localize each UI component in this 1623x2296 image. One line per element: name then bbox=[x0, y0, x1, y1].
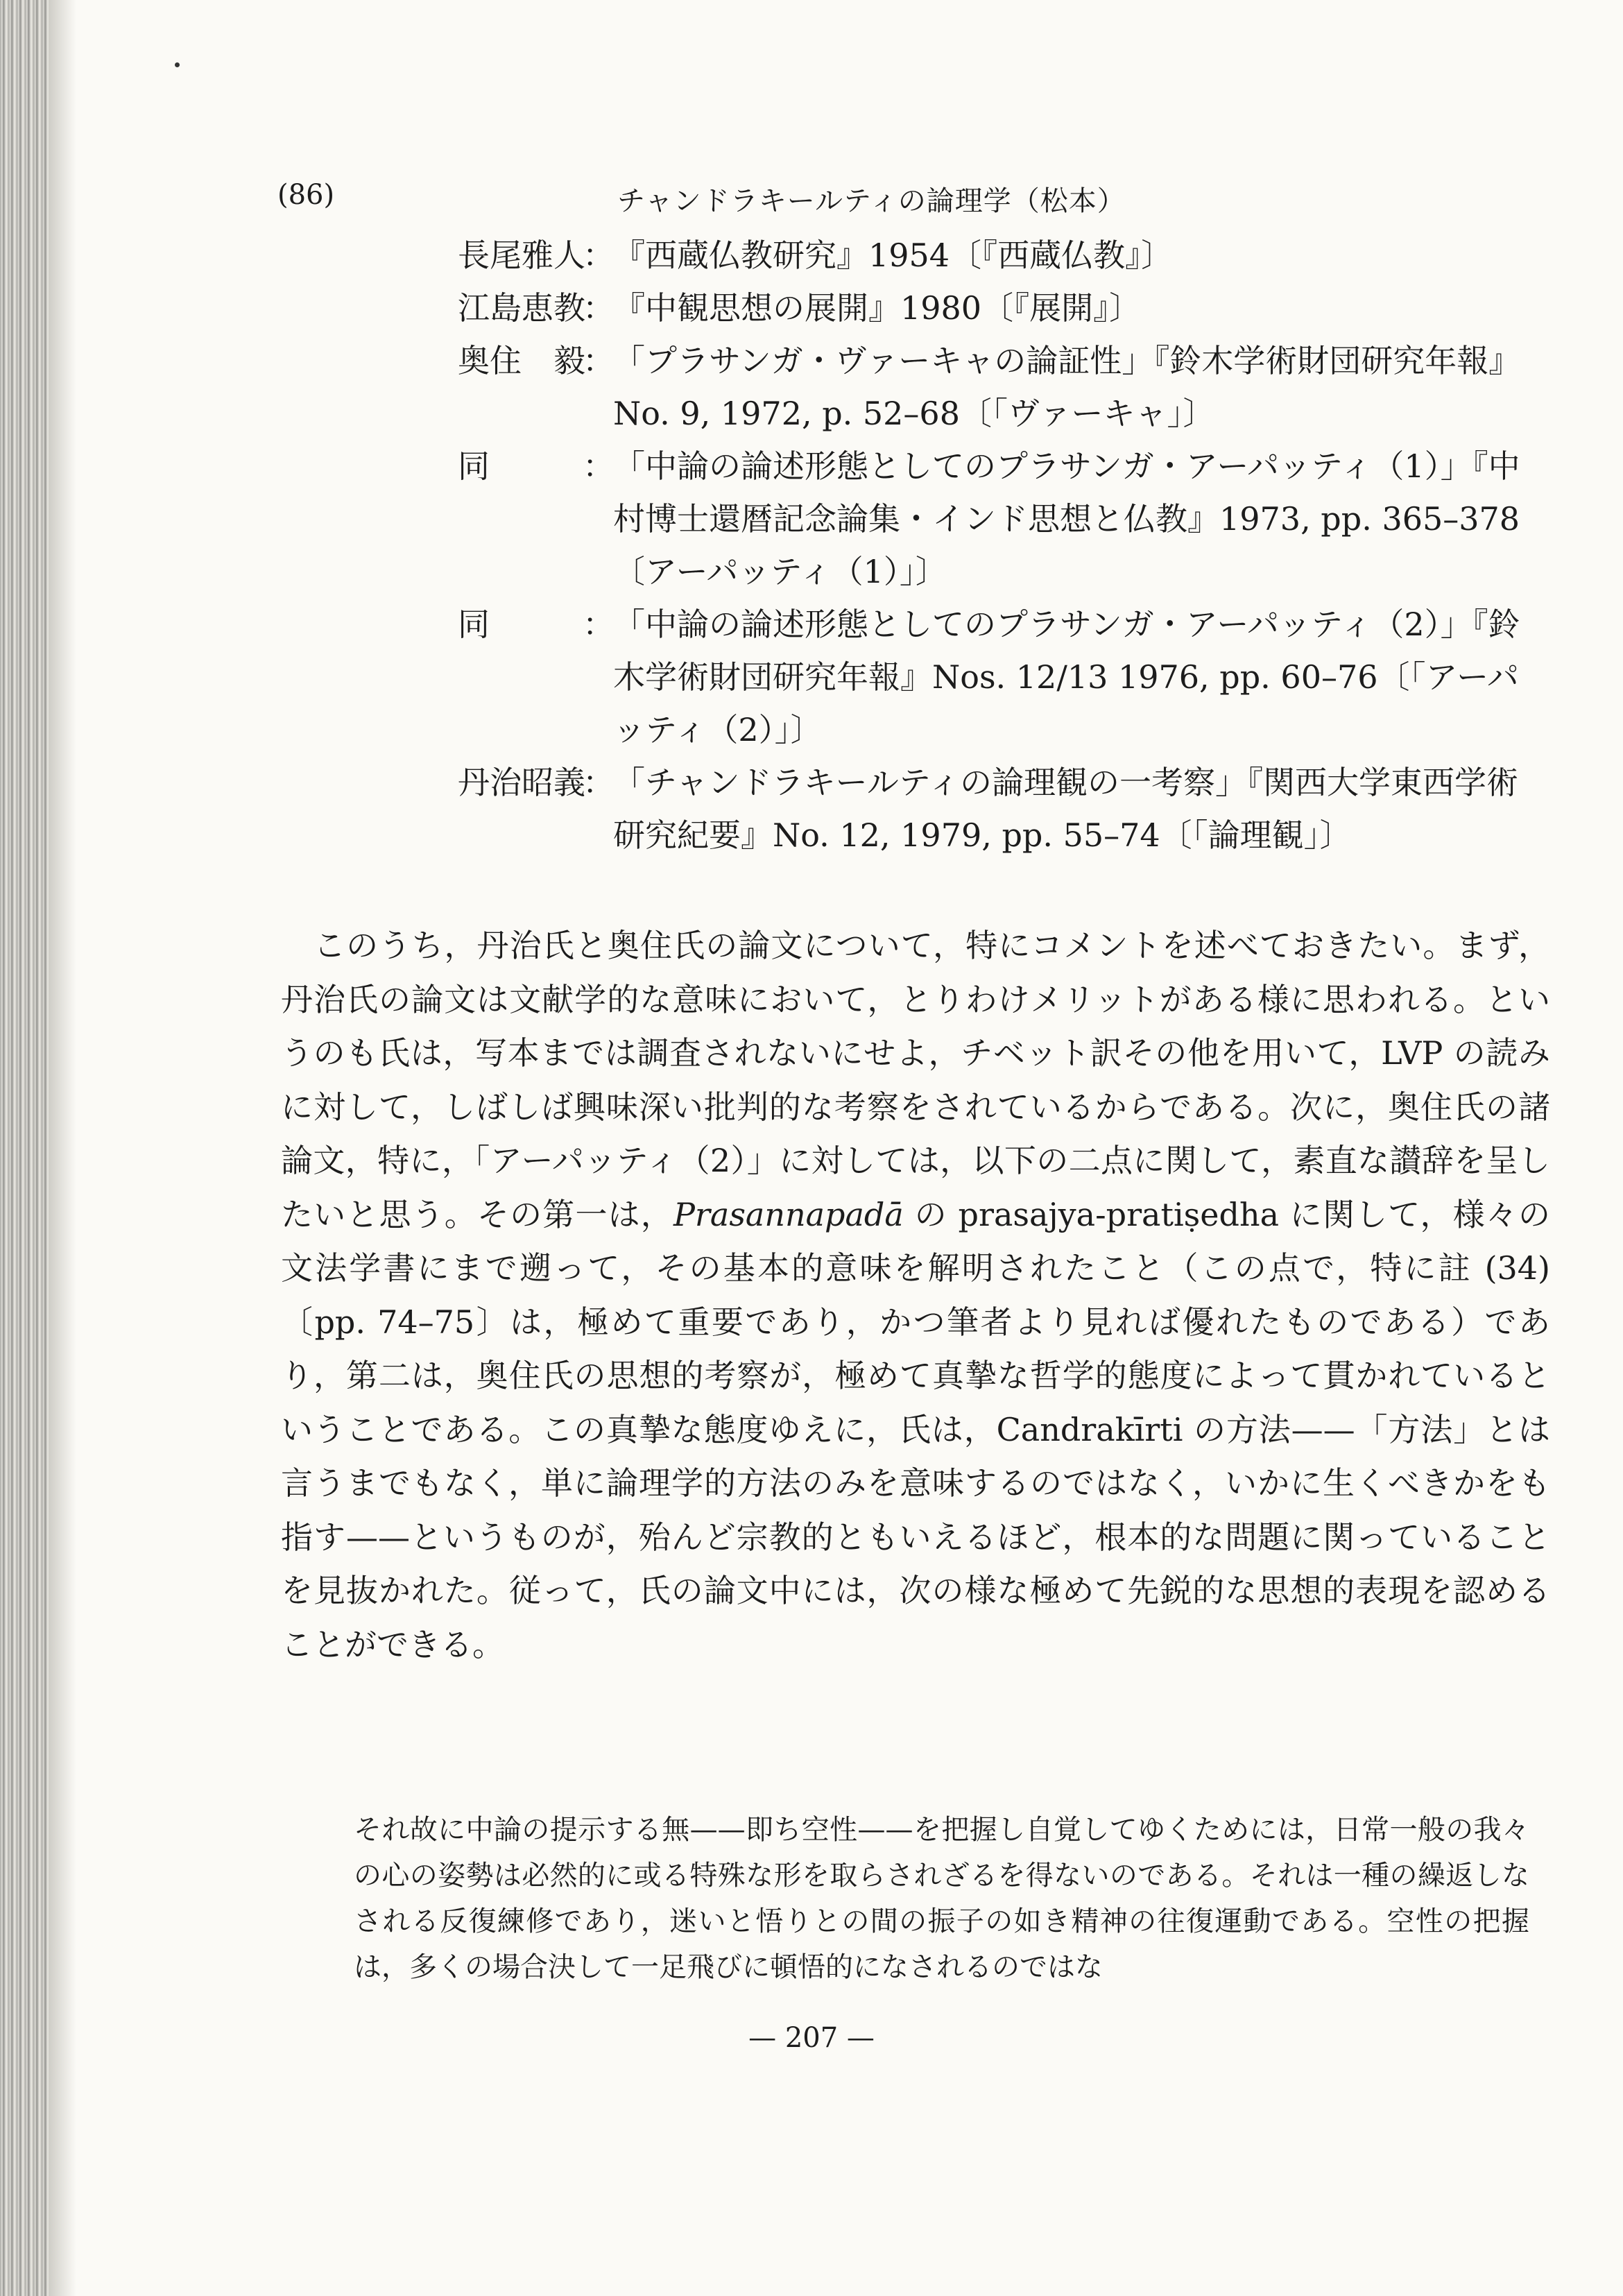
reference-list bbox=[458, 229, 1540, 862]
scan-speck bbox=[175, 62, 180, 67]
reference-colon: ： bbox=[583, 764, 615, 801]
reference-colon: ： bbox=[583, 447, 615, 485]
reference-entry bbox=[458, 598, 1540, 756]
reference-text: 「中論の論述形態としてのプラサンガ・アーパッティ（2）」『鈴木学術財団研究年報』Nos. 12/13 1976, pp. 60–76〔「アーパッティ（2）」〕 bbox=[613, 606, 1520, 748]
reference-colon: ： bbox=[583, 289, 615, 327]
block-quote: それ故に中論の提示する無——即ち空性——を把握し自覚してゆくためには，日常一般の我々の心の姿勢は必然的に或る特殊な形を取らされざるを得ないのである。それは一種の繰返しなされる反復練修であり，迷いと悟りとの間の振子の如き精神の往復運動である。空性の把握は，多くの場合決して一足飛びに頓悟的になされるのではな bbox=[354, 1814, 1529, 1983]
header-page-ref: (86) bbox=[277, 179, 335, 211]
reference-entry bbox=[458, 282, 1540, 334]
reference-entry bbox=[458, 756, 1540, 862]
reference-author: 江島恵教 bbox=[458, 289, 585, 327]
scan-binding-edge bbox=[0, 0, 49, 2296]
reference-text: 「チャンドラキールティの論理観の一考察」『関西大学東西学術研究紀要』No. 12, 1979, pp. 55–74〔「論理観」〕 bbox=[613, 764, 1519, 854]
reference-colon: ： bbox=[583, 606, 615, 643]
reference-author: 奥住 毅 bbox=[458, 342, 585, 379]
body-text-part-1: このうち，丹治氏と奥住氏の論文について，特にコメントを述べておきたい。まず，丹治氏の論文は文献学的な意味において，とりわけメリットがある様に思われる。というのも氏は，写本までは調査されないにせよ，チベット訳その他を用いて，LVP の読みに対して，しばしば興味深い批判的な考察をされているからである。次に，奥住氏の諸論文，特に，「アーパッティ（2）」に対しては，以下の二点に関して，素直な讃辞を呈したいと思う。その第一は， bbox=[281, 927, 1550, 1233]
reference-entry bbox=[458, 334, 1540, 440]
reference-author: 丹治昭義 bbox=[458, 764, 585, 801]
reference-colon: ： bbox=[583, 342, 615, 379]
reference-text: 『中観思想の展開』1980〔『展開』〕 bbox=[613, 289, 1142, 327]
reference-text: 『西蔵仏教研究』1954〔『西蔵仏教』〕 bbox=[613, 237, 1174, 274]
header-running-title: チャンドラキールティの論理学（松本） bbox=[617, 185, 1126, 217]
scan-binding-shadow bbox=[49, 0, 76, 2296]
body-text-part-2: の prasajya-pratiṣedha に関して，様々の文法学書にまで遡って，その基本的意味を解明されたこと（この点で，特に註 (34)〔pp. 74–75〕は，極めて重要であり，かつ筆者より見れば優れたものである）であり，第二は，奥住氏の思想的考察が，極めて真摯な哲学的態度によって貫かれているということである。この真摯な態度ゆえに，氏は，Candrakīrti の方法——「方法」とは言うまでもなく，単に論理学的方法のみを意味するのではなく，いかに生くべきかをも指す——というものが，殆んど宗教的ともいえるほど，根本的な問題に関っていることを見抜かれた。従って，氏の論文中には，次の様な極めて先鋭的な思想的表現を認めることができる。 bbox=[281, 1195, 1550, 1663]
reference-colon: ： bbox=[583, 237, 615, 274]
page-number: — 207 — bbox=[748, 2022, 875, 2054]
reference-text: 「中論の論述形態としてのプラサンガ・アーパッティ（1）」『中村博士還暦記念論集・インド思想と仏教』1973, pp. 365–378〔アーパッティ（1）」〕 bbox=[613, 447, 1520, 590]
reference-entry bbox=[458, 229, 1540, 282]
work-title-italic: Prasannapadā bbox=[673, 1195, 904, 1233]
body-paragraph bbox=[281, 919, 1550, 1672]
reference-author: 同 bbox=[458, 447, 490, 485]
reference-author: 長尾雅人 bbox=[458, 237, 585, 274]
reference-author: 同 bbox=[458, 606, 490, 643]
reference-entry bbox=[458, 440, 1540, 598]
reference-text: 「プラサンガ・ヴァーキャの論証性」『鈴木学術財団研究年報』No. 9, 1972, p. 52–68〔「ヴァーキャ」〕 bbox=[613, 342, 1521, 432]
